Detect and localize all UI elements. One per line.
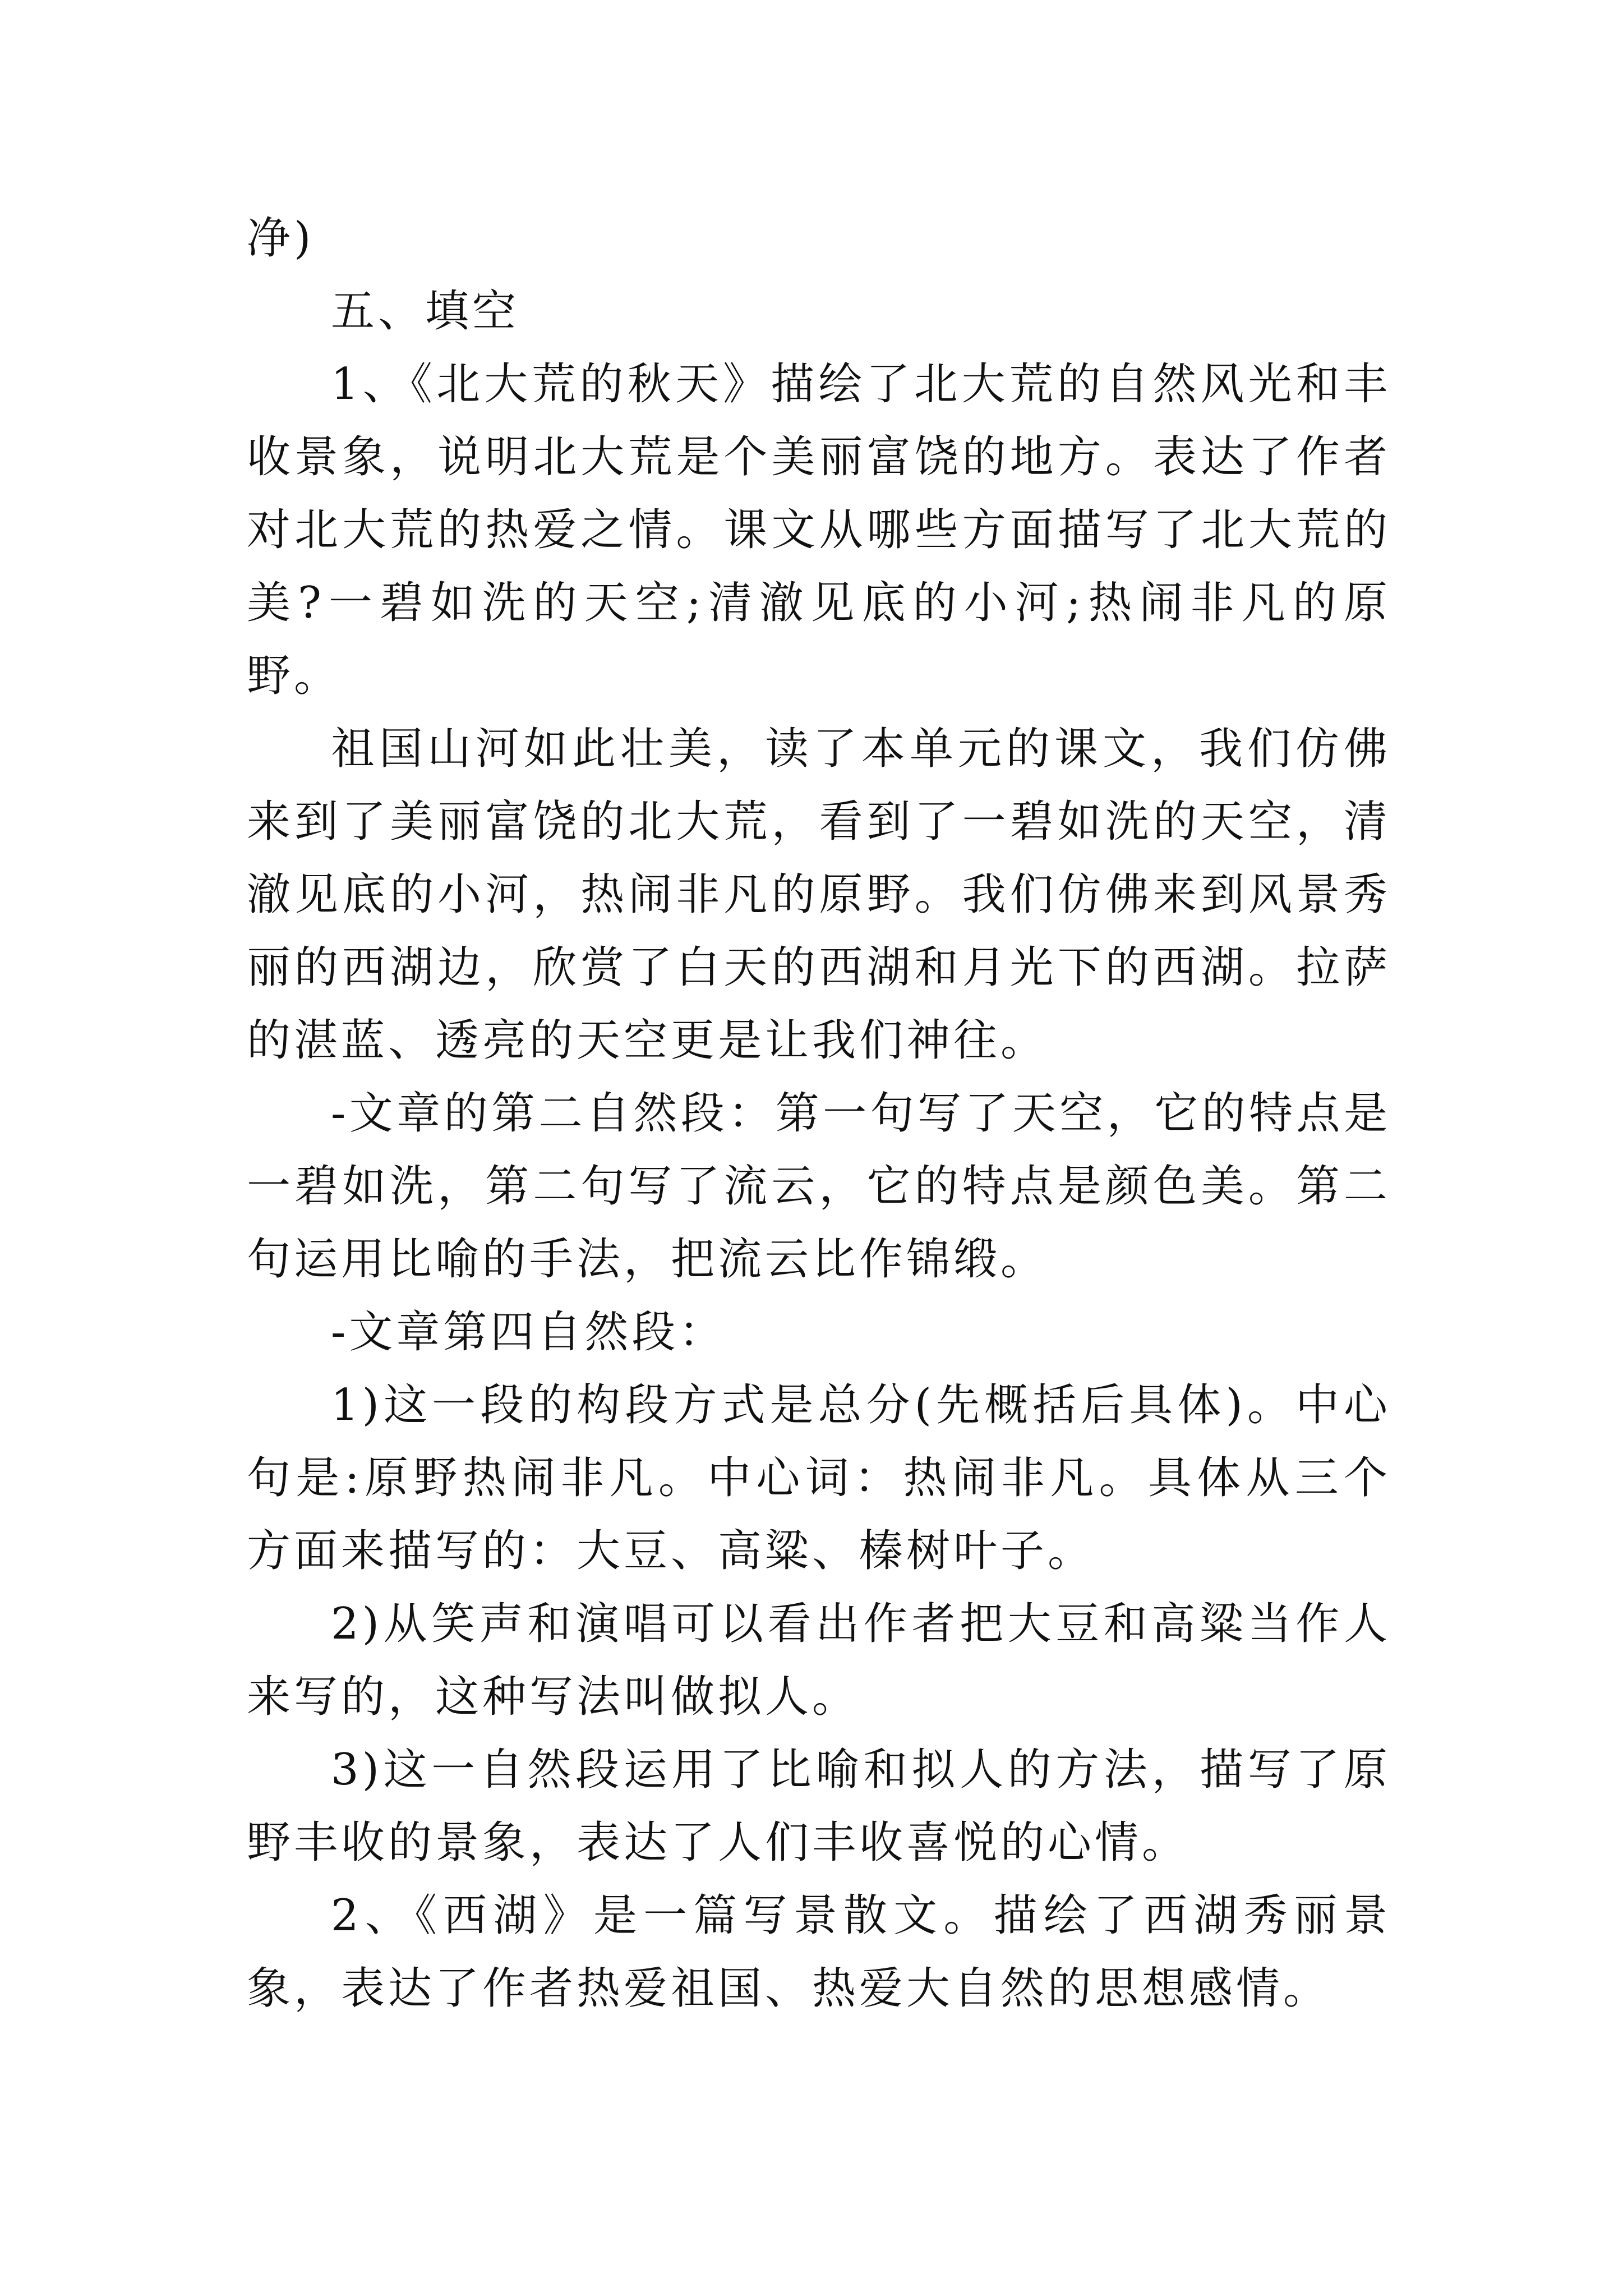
paragraph-fourth-natural-section: -文章第四自然段： — [331, 1307, 726, 1358]
paragraph-continuation: 净) — [247, 213, 315, 264]
paragraph-point-1: 1)这一段的构段方式是总分(先概括后具体)。中心句是:原野热闹非凡。中心词：热闹非凡。具体从三个方面来描写的：大豆、高粱、榛树叶子。 — [247, 1380, 1391, 1576]
paragraph-west-lake: 2、《西湖》是一篇写景散文。描绘了西湖秀丽景象，表达了作者热爱祖国、热爱大自然的思想感情。 — [247, 1890, 1391, 2014]
paragraph-point-2: 2)从笑声和演唱可以看出作者把大豆和高粱当作人来写的，这种写法叫做拟人。 — [247, 1599, 1391, 1722]
document-body — [247, 202, 1391, 2025]
paragraph-motherland-scenery: 祖国山河如此壮美，读了本单元的课文，我们仿佛来到了美丽富饶的北大荒，看到了一碧如洗的天空，清澈见底的小河，热闹非凡的原野。我们仿佛来到风景秀丽的西湖边，欣赏了白天的西湖和月光下的西湖。拉萨的湛蓝、透亮的天空更是让我们神往。 — [247, 724, 1391, 1066]
paragraph-beidahuang-autumn: 1、《北大荒的秋天》描绘了北大荒的自然风光和丰收景象，说明北大荒是个美丽富饶的地方。表达了作者对北大荒的热爱之情。课文从哪些方面描写了北大荒的美?一碧如洗的天空;清澈见底的小河;热闹非凡的原野。 — [247, 359, 1391, 701]
section-heading-fill-blank: 五、填空 — [331, 286, 520, 337]
paragraph-point-3: 3)这一自然段运用了比喻和拟人的方法，描写了原野丰收的景象，表达了人们丰收喜悦的心情。 — [247, 1745, 1391, 1868]
paragraph-second-natural-section: -文章的第二自然段：第一句写了天空，它的特点是一碧如洗，第二句写了流云，它的特点是颜色美。第二句运用比喻的手法，把流云比作锦缎。 — [247, 1088, 1391, 1285]
